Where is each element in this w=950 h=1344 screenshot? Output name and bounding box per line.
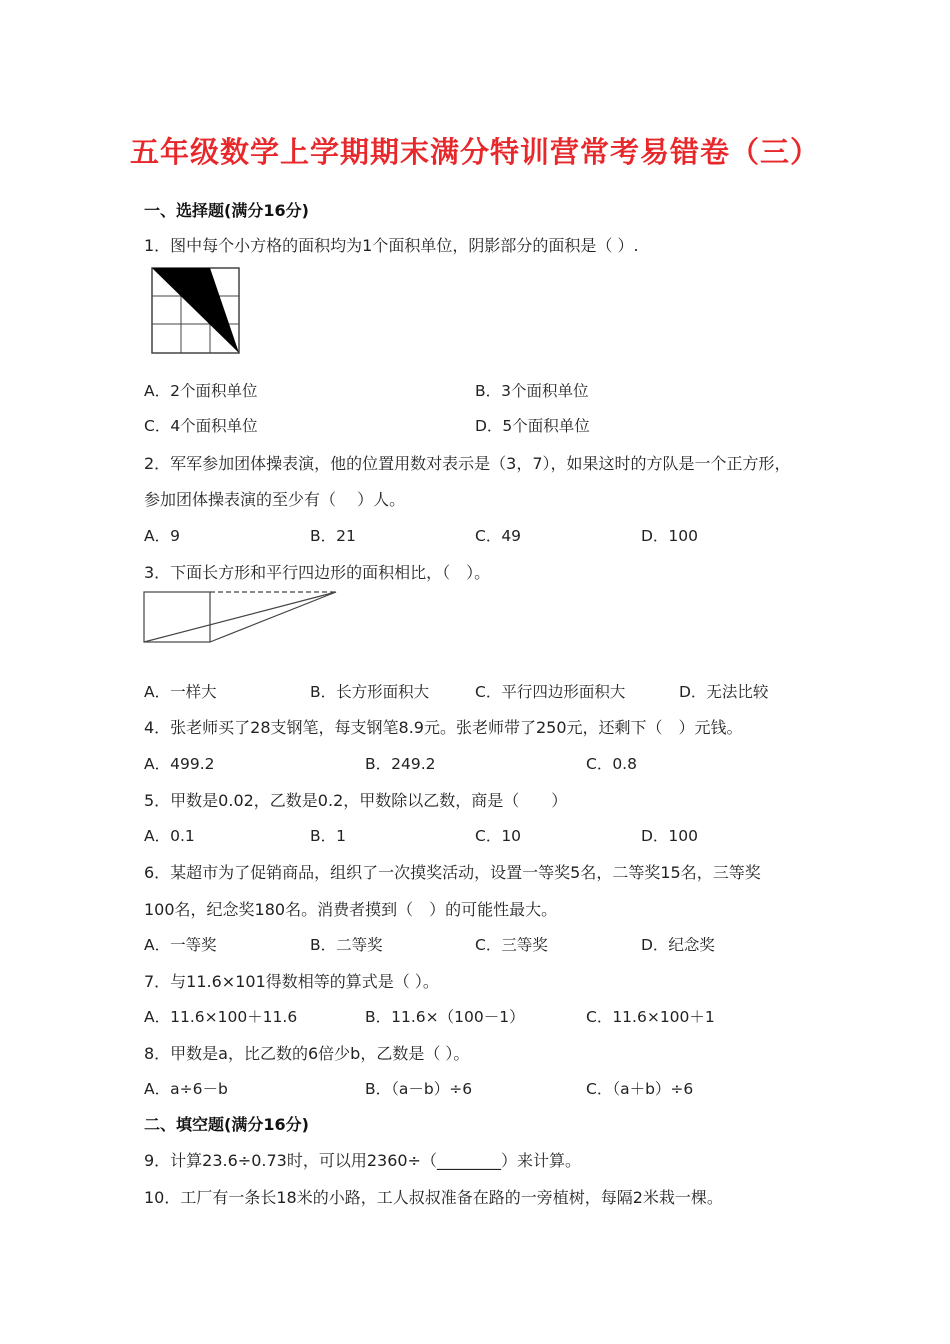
question-6-text-line-2: 100名，纪念奖180名。消费者摸到（ ）的可能性最大。 (144, 900, 558, 919)
page-title: 五年级数学上学期期末满分特训营常考易错卷（三） (129, 135, 820, 169)
question-6-option-c[interactable]: C．三等奖 (475, 936, 548, 954)
question-6-option-d[interactable]: D．纪念奖 (641, 936, 715, 954)
question-3-option-c[interactable]: C．平行四边形面积大 (475, 683, 626, 701)
question-2-text-line-1: 2．军军参加团体操表演，他的位置用数对表示是（3，7），如果这时的方队是一个正方形， (144, 454, 791, 473)
question-9-text: 9．计算23.6÷0.73时，可以用2360÷（________）来计算。 (144, 1151, 581, 1170)
question-3-text: 3．下面长方形和平行四边形的面积相比，（ ）。 (144, 563, 491, 582)
question-8-text: 8．甲数是a，比乙数的6倍少b，乙数是（ ）。 (144, 1044, 470, 1063)
question-6-text-line-1: 6．某超市为了促销商品，组织了一次摸奖活动，设置一等奖5名，二等奖15名，三等奖 (144, 863, 761, 882)
section-heading-choice: 一、选择题(满分16分) (144, 201, 309, 220)
question-2-option-c[interactable]: C．49 (475, 527, 522, 545)
question-8-option-b[interactable]: B．（a－b）÷6 (365, 1080, 473, 1098)
question-2-option-a[interactable]: A．9 (144, 527, 180, 545)
question-4-text: 4．张老师买了28支钢笔，每支钢笔8.9元。张老师带了250元，还剩下（ ）元钱。 (144, 718, 743, 737)
question-4-option-b[interactable]: B．249.2 (365, 755, 436, 773)
question-5-option-a[interactable]: A．0.1 (144, 827, 195, 845)
question-1-text: 1．图中每个小方格的面积均为1个面积单位，阴影部分的面积是（ ）. (144, 236, 639, 255)
question-5-option-b[interactable]: B．1 (310, 827, 346, 845)
question-1-option-c[interactable]: C．4个面积单位 (144, 417, 258, 435)
question-3-option-d[interactable]: D．无法比较 (679, 683, 769, 701)
question-3-option-a[interactable]: A．一样大 (144, 683, 217, 701)
question-3-rectangle-parallelogram-figure (143, 590, 339, 644)
section-heading-fill-in: 二、填空题(满分16分) (144, 1115, 309, 1134)
question-2-text-line-2: 参加团体操表演的至少有（ ）人。 (144, 490, 406, 509)
question-2-option-d[interactable]: D．100 (641, 527, 699, 545)
question-1-option-d[interactable]: D．5个面积单位 (475, 417, 590, 435)
question-7-option-c[interactable]: C．11.6×100＋1 (586, 1008, 715, 1026)
question-1-option-b[interactable]: B．3个面积单位 (475, 382, 589, 400)
question-2-option-b[interactable]: B．21 (310, 527, 356, 545)
question-3-option-b[interactable]: B．长方形面积大 (310, 683, 430, 701)
question-5-option-c[interactable]: C．10 (475, 827, 522, 845)
question-10-text: 10．工厂有一条长18米的小路，工人叔叔准备在路的一旁植树，每隔2米栽一棵。 (144, 1188, 723, 1207)
question-4-option-c[interactable]: C．0.8 (586, 755, 637, 773)
question-5-option-d[interactable]: D．100 (641, 827, 699, 845)
question-7-text: 7．与11.6×101得数相等的算式是（ ）。 (144, 972, 439, 991)
question-1-grid-figure (150, 266, 242, 356)
question-8-option-a[interactable]: A．a÷6－b (144, 1080, 228, 1098)
question-6-option-b[interactable]: B．二等奖 (310, 936, 383, 954)
question-8-option-c[interactable]: C．（a＋b）÷6 (586, 1080, 694, 1098)
question-4-option-a[interactable]: A．499.2 (144, 755, 215, 773)
question-6-option-a[interactable]: A．一等奖 (144, 936, 217, 954)
question-7-option-a[interactable]: A．11.6×100＋11.6 (144, 1008, 298, 1026)
question-5-text: 5．甲数是0.02，乙数是0.2，甲数除以乙数，商是（ ） (144, 791, 568, 810)
question-1-option-a[interactable]: A．2个面积单位 (144, 382, 258, 400)
question-7-option-b[interactable]: B．11.6×（100－1） (365, 1008, 525, 1026)
